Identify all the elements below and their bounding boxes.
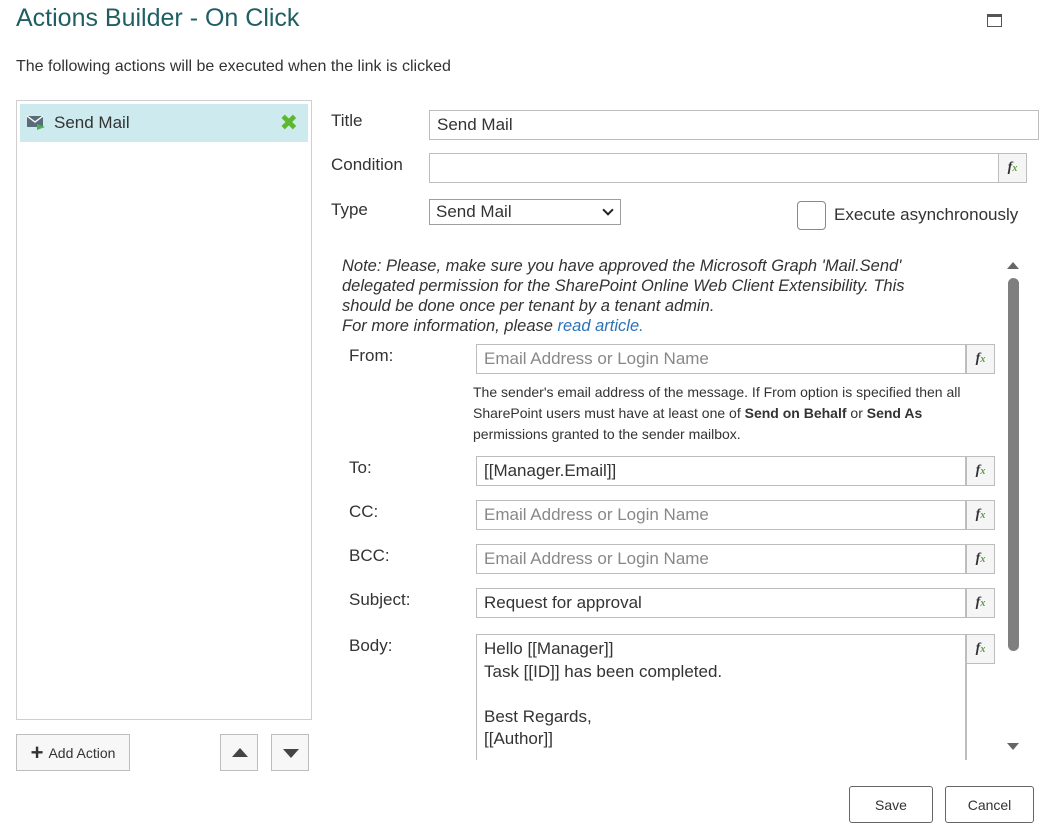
type-select[interactable] [429,199,621,225]
title-label: Title [331,111,363,130]
read-article-link[interactable]: read article. [557,317,644,335]
cc-input[interactable]: Email Address or Login Name [476,500,966,530]
title-input[interactable]: Send Mail [429,110,1039,140]
subject-input[interactable]: Request for approval [476,588,966,618]
subject-fx-button[interactable]: fx [966,588,995,618]
type-label: Type [331,200,368,219]
condition-fx-button[interactable]: fx [998,153,1027,183]
cc-label: CC: [349,502,379,521]
plus-icon: + [30,739,44,765]
condition-input[interactable] [429,153,999,183]
condition-label: Condition [331,155,403,174]
from-label: From: [349,346,394,365]
body-textarea[interactable]: Hello [[Manager]] Task [[ID]] has been completed. Best Regards, [[Author]] [476,634,966,760]
from-input[interactable]: Email Address or Login Name [476,344,966,374]
cancel-button[interactable]: Cancel [945,786,1034,823]
permission-note: Note: Please, make sure you have approved the Microsoft Graph 'Mail.Send' delegated permission for the SharePoint Online Web Client Extensibility. This should be done once per tenant by a tenant admin. For more information, please read article. [342,257,905,335]
chevron-down-icon [602,204,613,215]
scrollbar-thumb[interactable] [1008,278,1019,651]
body-fx-button[interactable]: fx [966,634,995,664]
subject-label: Subject: [349,590,411,609]
move-up-button[interactable] [220,734,258,771]
type-select-value: Send Mail [436,202,512,221]
dialog-title: Actions Builder - On Click [16,4,300,32]
mail-send-icon [26,114,46,132]
action-item-send-mail[interactable] [20,104,308,142]
bcc-fx-button[interactable]: fx [966,544,995,574]
to-fx-button[interactable]: fx [966,456,995,486]
body-label: Body: [349,636,393,655]
from-help-text: The sender's email address of the message. If From option is specified then all SharePoint users must have at least one of Send on Behalf or Send As permissions granted to the sender mailbox. [473,384,961,442]
bcc-input[interactable]: Email Address or Login Name [476,544,966,574]
execute-async-label: Execute asynchronously [834,205,1019,224]
save-button[interactable]: Save [849,786,933,823]
from-fx-button[interactable]: fx [966,344,995,374]
action-item-label: Send Mail [54,113,130,132]
scroll-up-arrow-icon[interactable] [1007,262,1019,269]
arrow-up-icon [232,748,248,757]
move-down-button[interactable] [271,734,309,771]
bcc-label: BCC: [349,546,390,565]
to-input[interactable]: [[Manager.Email]] [476,456,966,486]
scroll-down-arrow-icon[interactable] [1007,743,1019,750]
maximize-icon[interactable] [987,14,1002,27]
mail-settings-scroll-area [330,244,1028,760]
add-action-label: Add Action [48,744,116,761]
cc-fx-button[interactable]: fx [966,500,995,530]
add-action-button[interactable] [16,734,130,771]
arrow-down-icon [283,749,299,758]
dialog-subtitle: The following actions will be executed when the link is clicked [16,58,451,75]
remove-action-icon[interactable]: ✖ [279,110,298,135]
execute-async-checkbox[interactable] [797,201,826,230]
actions-list [16,100,312,720]
to-label: To: [349,458,372,477]
